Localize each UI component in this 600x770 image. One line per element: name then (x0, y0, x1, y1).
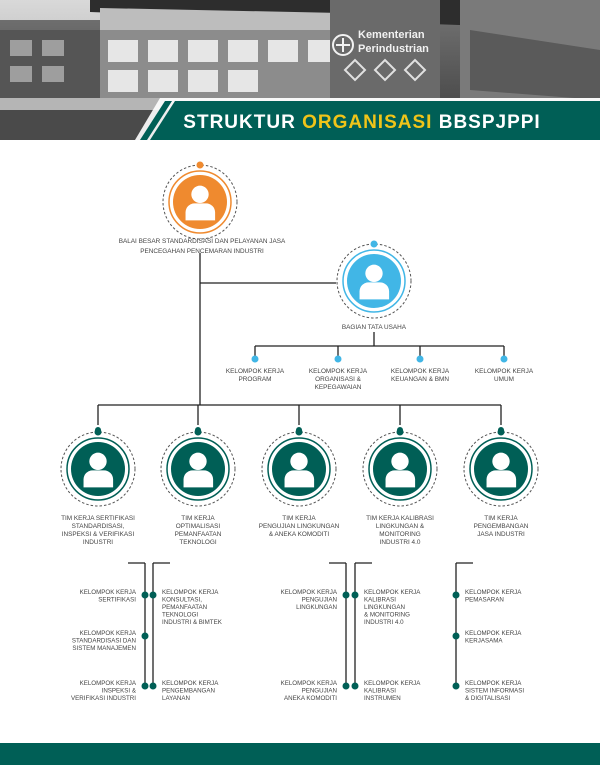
admin-group-label: KELOMPOK KERJA UMUM (474, 368, 534, 383)
team-avatar-icon (61, 429, 135, 507)
person-body (186, 203, 216, 220)
top-connector-dot (397, 429, 404, 436)
top-connector-dot (195, 429, 202, 436)
group-dot (343, 592, 350, 599)
group-dot (343, 683, 350, 690)
group-dot (453, 683, 460, 690)
team-avatar-icon (262, 429, 336, 507)
group-label: KELOMPOK KERJA PENGUJIAN LINGKUNGAN (280, 589, 337, 611)
top-connector-dot (498, 429, 505, 436)
group-label: KELOMPOK KERJA KALIBRASI INSTRUMEN (364, 680, 421, 702)
group-dot (453, 633, 460, 640)
group-label: KELOMPOK KERJA KERJASAMA (465, 630, 522, 645)
team-avatar-icon (161, 429, 235, 507)
group-dot (352, 683, 359, 690)
team-avatar-icon (363, 429, 437, 507)
group-dot (150, 683, 157, 690)
group-label: KELOMPOK KERJA PENGEMBANGAN LAYANAN (162, 680, 219, 702)
person-body (285, 470, 315, 487)
admin-group-label: KELOMPOK KERJA KEUANGAN & BMN (390, 368, 450, 383)
team-label: TIM KERJA SERTIFIKASI STANDARDISASI, INSPEKSI & VERIFIKASI INDUSTRI (61, 515, 135, 546)
person-head (189, 453, 206, 470)
admin-group-dot (252, 356, 259, 363)
person-head (391, 453, 408, 470)
group-label: KELOMPOK KERJA PENGUJIAN ANEKA KOMODITI (280, 680, 337, 702)
team-label: TIM KERJA PENGEMBANGAN JASA INDUSTRI (473, 515, 529, 538)
group-label: KELOMPOK KERJA INSPEKSI & VERIFIKASI INDUSTRI (71, 680, 136, 702)
group-dot (150, 592, 157, 599)
group-label: KELOMPOK KERJA SISTEM INFORMASI & DIGITALISASI (465, 680, 525, 702)
group-label: KELOMPOK KERJA KONSULTASI, PEMANFAATAN TEKNOLOGI INDUSTRI & BIMTEK (162, 589, 222, 626)
photo-sign-line-2: Perindustrian (358, 43, 429, 55)
person-body (487, 470, 517, 487)
team-avatar-icon (464, 429, 538, 507)
page-title: STRUKTUR ORGANISASI BBSPJPPI (183, 112, 541, 133)
head-avatar-icon (163, 162, 237, 240)
admin-avatar-icon (337, 241, 411, 319)
person-body (184, 470, 214, 487)
person-body (386, 470, 416, 487)
person-head (191, 186, 208, 203)
person-head (365, 265, 382, 282)
group-label: KELOMPOK KERJA PEMASARAN (465, 589, 522, 604)
group-dot (352, 592, 359, 599)
team-label: TIM KERJA KALIBRASI LINGKUNGAN & MONITORING INDUSTRI 4.0 (366, 515, 434, 546)
person-body (84, 470, 114, 487)
photo-sign-line-1: Kementerian (358, 29, 425, 41)
team-label: TIM KERJA PENGUJIAN LINGKUNGAN & ANEKA KOMODITI (258, 515, 340, 538)
group-label: KELOMPOK KERJA STANDARDISASI DAN SISTEM MANAJEMEN (71, 630, 136, 652)
team-label: TIM KERJA OPTIMALISASI PEMANFAATAN TEKNOLOGI (174, 515, 222, 546)
person-head (290, 453, 307, 470)
admin-group-label: KELOMPOK KERJA PROGRAM (225, 368, 285, 383)
title-banner (135, 98, 600, 140)
admin-group-label: KELOMPOK KERJA ORGANISASI & KEPEGAWAIAN (308, 368, 368, 391)
person-head (492, 453, 509, 470)
group-dot (453, 592, 460, 599)
admin-group-dot (335, 356, 342, 363)
admin-group-dot (417, 356, 424, 363)
admin-group-dot (501, 356, 508, 363)
building-logo-icon (333, 35, 353, 55)
top-connector-dot (95, 429, 102, 436)
person-head (89, 453, 106, 470)
footer-bar (0, 743, 600, 765)
group-dot (142, 633, 149, 640)
person-body (360, 282, 390, 299)
top-connector-dot (197, 162, 204, 169)
top-connector-dot (296, 429, 303, 436)
group-label: KELOMPOK KERJA SERTIFIKASI (79, 589, 136, 604)
head-label: BALAI BESAR STANDARDISASI DAN PELAYANAN JASA PENCEGAHAN PENCEMARAN INDUSTRI (118, 238, 286, 255)
admin-label: BAGIAN TATA USAHA (341, 324, 407, 331)
group-dot (142, 592, 149, 599)
group-dot (142, 683, 149, 690)
top-connector-dot (371, 241, 378, 248)
group-label: KELOMPOK KERJA KALIBRASI LINGKUNGAN & MONITORING INDUSTRI 4.0 (364, 589, 421, 626)
